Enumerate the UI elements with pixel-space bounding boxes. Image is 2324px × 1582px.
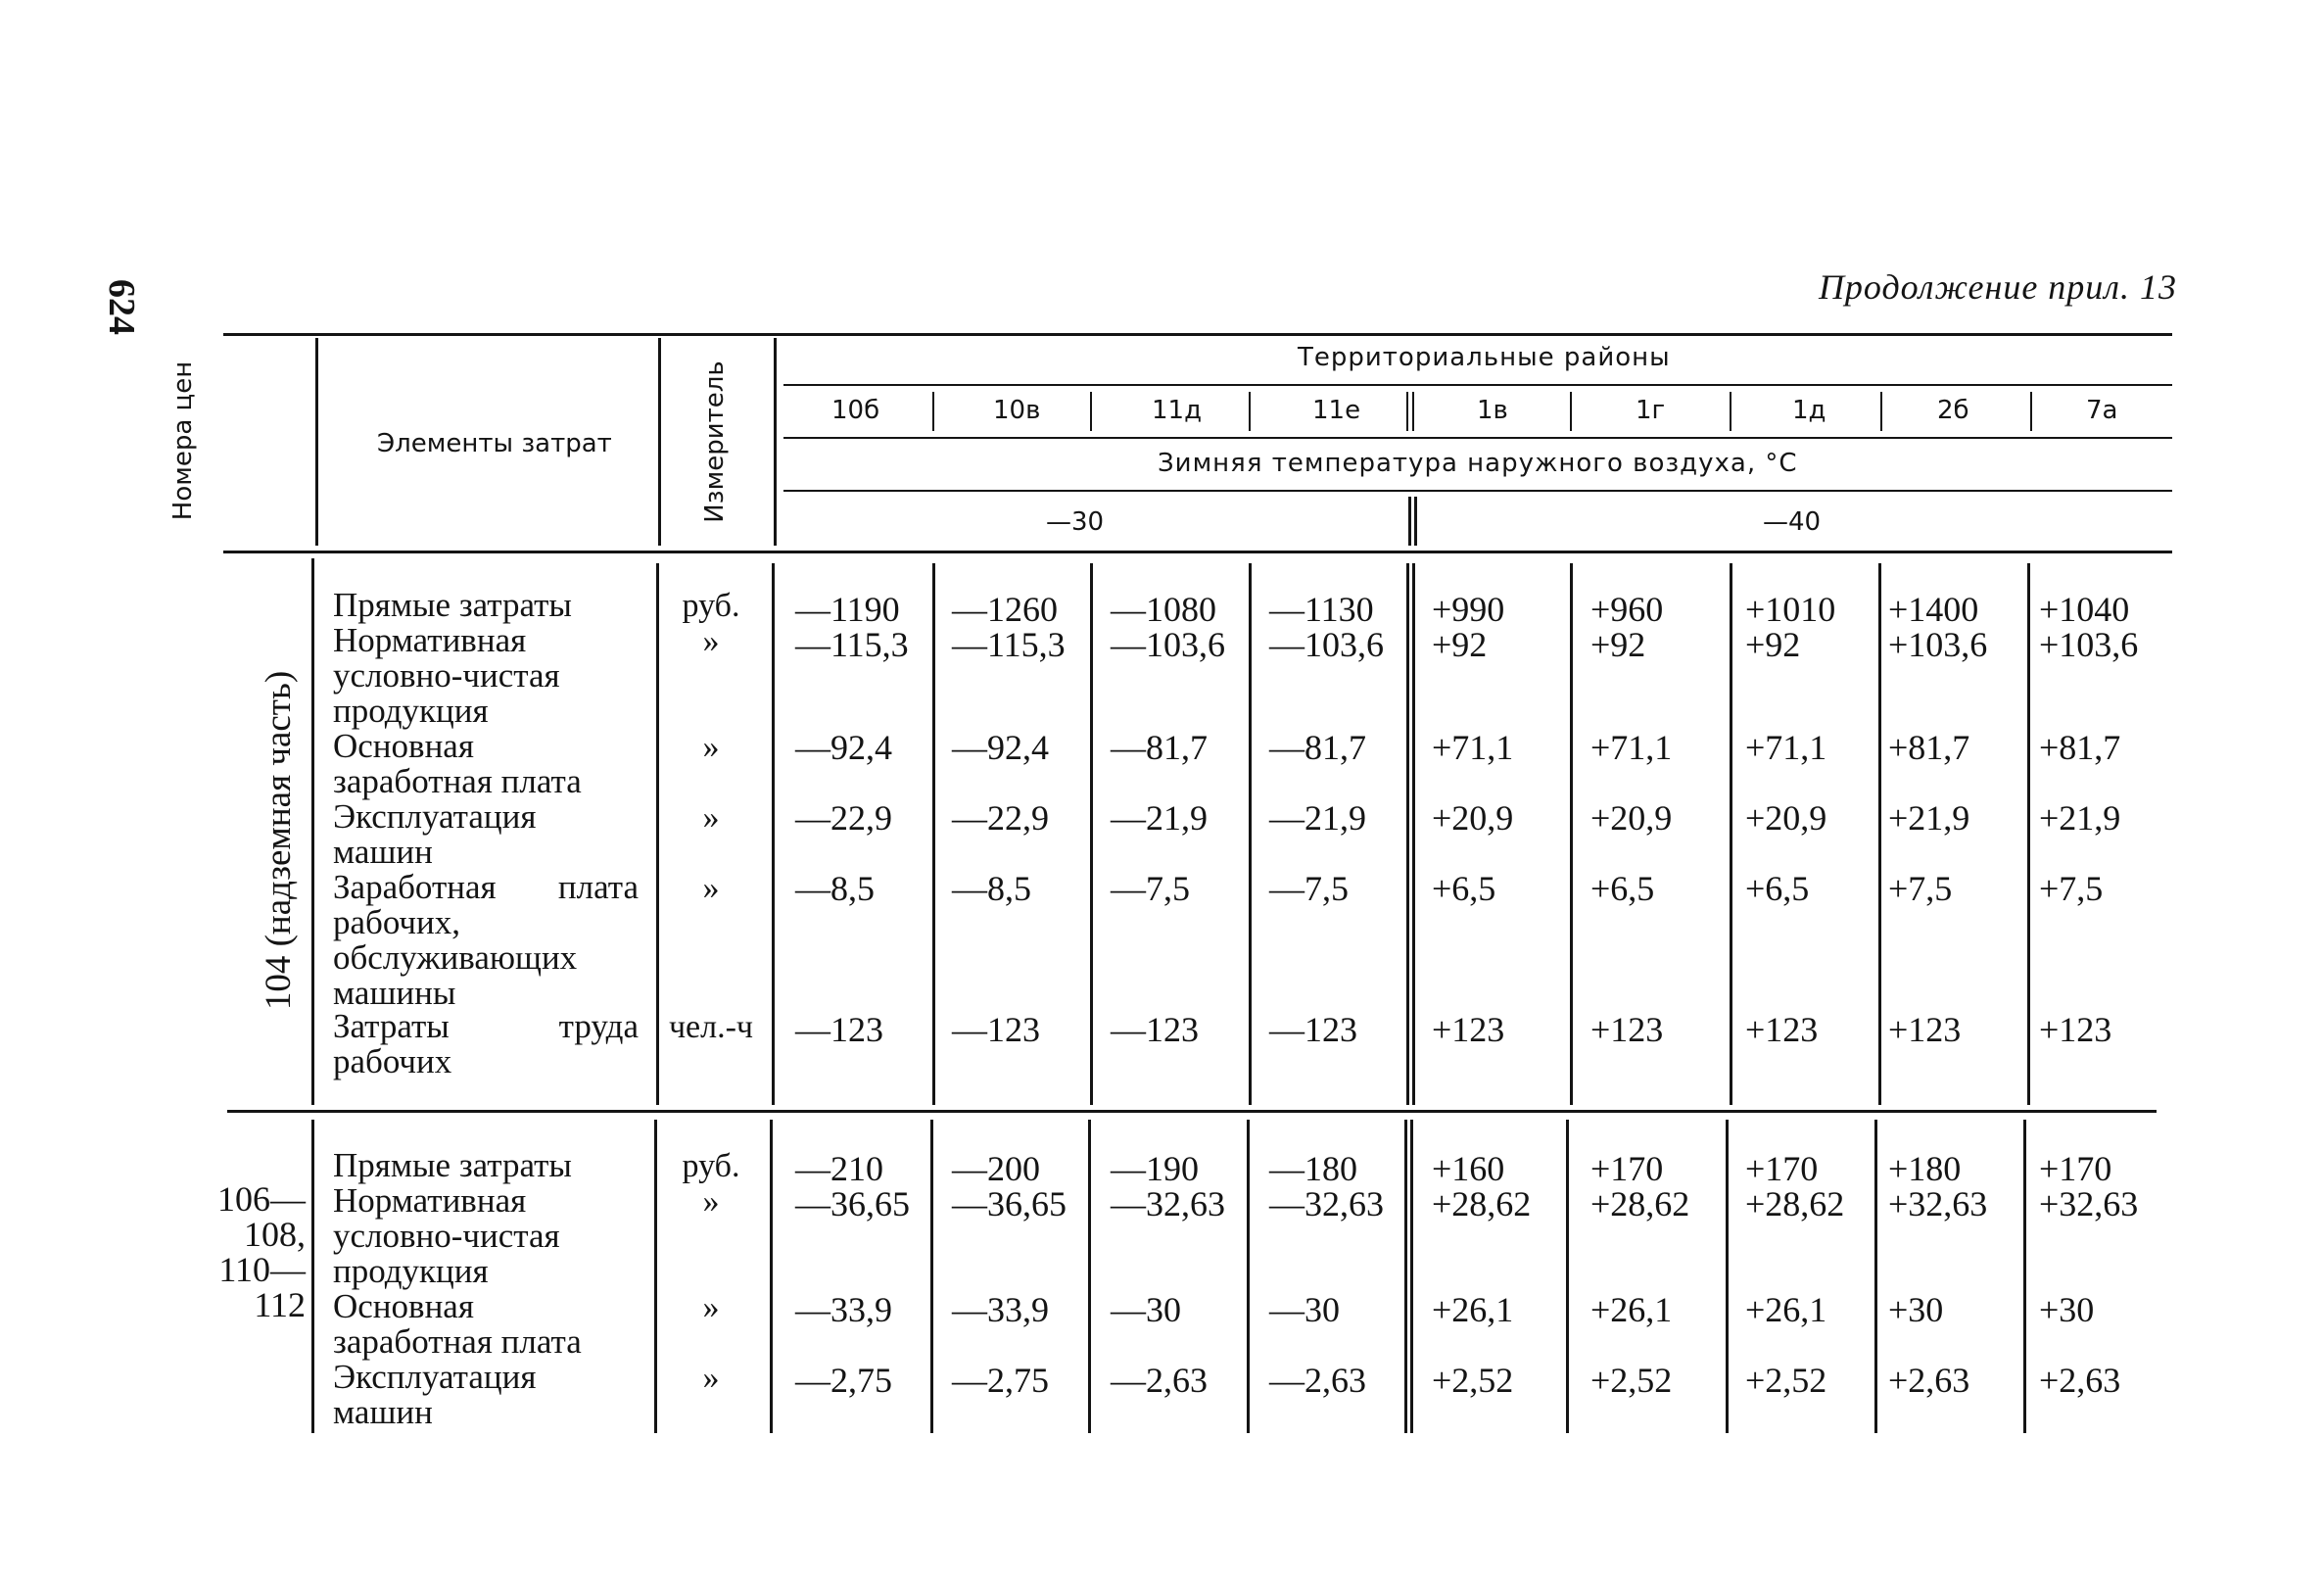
- value-cell: —1260: [952, 590, 1058, 629]
- value-cell: +81,7: [1888, 728, 1970, 767]
- body1-vline-c1: [932, 563, 935, 1105]
- region-10v: 10в: [993, 396, 1041, 425]
- value-cell: +2,63: [2039, 1361, 2121, 1400]
- body2-vline-c3: [1247, 1120, 1250, 1433]
- body2-vline-values: [770, 1120, 773, 1433]
- s1-row6-unit: чел.-ч: [668, 1009, 754, 1045]
- body2-vline-elements: [311, 1120, 314, 1433]
- value-cell: +81,7: [2039, 728, 2121, 767]
- value-cell: +103,6: [1888, 625, 1988, 664]
- region-11d: 11д: [1152, 396, 1203, 425]
- price-line: 106—: [217, 1179, 306, 1219]
- table-top-rule: [223, 333, 2172, 336]
- body1-vline-c6: [1730, 563, 1732, 1105]
- value-cell: +30: [1888, 1290, 1944, 1329]
- value-cell: +26,1: [1432, 1290, 1514, 1329]
- value-cell: +26,1: [1745, 1290, 1827, 1329]
- s1-row1-element: Прямые затраты: [333, 586, 572, 624]
- value-cell: —123: [952, 1010, 1040, 1049]
- region-1g: 1г: [1636, 396, 1666, 425]
- value-cell: —2,75: [795, 1361, 892, 1400]
- header-vline-temp-split-a: [1408, 497, 1411, 546]
- price-line: 110—: [218, 1250, 306, 1289]
- region-11e: 11е: [1312, 396, 1361, 425]
- value-cell: +71,1: [1745, 728, 1827, 767]
- value-cell: +21,9: [2039, 798, 2121, 838]
- value-cell: +32,63: [2039, 1184, 2139, 1223]
- region-7a: 7а: [2086, 396, 2118, 425]
- temperature-bottom-rule: [783, 490, 2172, 492]
- s2-row2-unit: »: [702, 1183, 720, 1220]
- regions-bottom-rule: [783, 437, 2172, 439]
- regions-top-rule: [783, 384, 2172, 386]
- value-cell: +103,6: [2039, 625, 2139, 664]
- price-line: 112: [254, 1285, 306, 1324]
- body2-vline-c2: [1088, 1120, 1091, 1433]
- price-line: 108,: [244, 1215, 306, 1254]
- value-cell: +990: [1432, 590, 1505, 629]
- region-sep-2: [1090, 392, 1092, 431]
- value-cell: +2,52: [1590, 1361, 1673, 1400]
- region-sep-1: [932, 392, 934, 431]
- value-cell: —8,5: [795, 869, 875, 908]
- value-cell: —1080: [1111, 590, 1216, 629]
- value-cell: +21,9: [1888, 798, 1970, 838]
- body1-vline-c2: [1090, 563, 1093, 1105]
- value-cell: —123: [1269, 1010, 1357, 1049]
- value-cell: +1010: [1745, 590, 1836, 629]
- section-2-price-numbers: [208, 1181, 306, 1322]
- region-sep-4b: [1412, 392, 1414, 431]
- region-1d: 1д: [1792, 396, 1826, 425]
- value-cell: +170: [1590, 1149, 1664, 1188]
- s1-row2-unit: »: [702, 623, 720, 659]
- body1-vline-c4a: [1406, 563, 1409, 1105]
- value-cell: —33,9: [952, 1290, 1049, 1329]
- value-cell: +960: [1590, 590, 1664, 629]
- value-cell: +26,1: [1590, 1290, 1673, 1329]
- value-cell: +2,52: [1745, 1361, 1827, 1400]
- value-cell: —103,6: [1111, 625, 1225, 664]
- value-cell: +123: [1745, 1010, 1819, 1049]
- value-cell: —81,7: [1269, 728, 1366, 767]
- value-cell: +2,52: [1432, 1361, 1514, 1400]
- header-elements: Элементы затрат: [377, 429, 612, 458]
- value-cell: +6,5: [1590, 869, 1655, 908]
- s1-row3-element: Основная заработная плата: [333, 727, 582, 800]
- value-cell: —7,5: [1269, 869, 1349, 908]
- value-cell: +7,5: [2039, 869, 2104, 908]
- s1-row3-unit: »: [702, 729, 720, 765]
- value-cell: —1130: [1269, 590, 1374, 629]
- value-cell: +28,62: [1745, 1184, 1845, 1223]
- value-cell: +180: [1888, 1149, 1962, 1188]
- s1-row4-element: Эксплуатация машин: [333, 797, 537, 871]
- value-cell: +92: [1590, 625, 1646, 664]
- s2-row1-element: Прямые затраты: [333, 1146, 572, 1184]
- s1-row2-element: Нормативная условно-чистая продукция: [333, 621, 560, 730]
- header-unit: Измеритель: [700, 360, 730, 523]
- value-cell: +1400: [1888, 590, 1979, 629]
- region-sep-7: [1880, 392, 1882, 431]
- value-cell: —21,9: [1111, 798, 1208, 838]
- value-cell: —2,63: [1269, 1361, 1366, 1400]
- value-cell: +28,62: [1590, 1184, 1690, 1223]
- value-cell: +71,1: [1590, 728, 1673, 767]
- body1-vline-c5: [1570, 563, 1573, 1105]
- region-sep-6: [1730, 392, 1731, 431]
- value-cell: +2,63: [1888, 1361, 1970, 1400]
- value-cell: —2,63: [1111, 1361, 1208, 1400]
- body2-vline-c6: [1726, 1120, 1729, 1433]
- body2-vline-c5: [1566, 1120, 1569, 1433]
- s2-row2-element: Нормативная условно-чистая продукция: [333, 1181, 560, 1290]
- value-cell: —30: [1111, 1290, 1181, 1329]
- value-cell: —123: [1111, 1010, 1199, 1049]
- body1-vline-c8: [2027, 563, 2030, 1105]
- section-divider-rule: [227, 1110, 2157, 1113]
- value-cell: +92: [1745, 625, 1801, 664]
- value-cell: —103,6: [1269, 625, 1384, 664]
- s1-row1-unit: руб.: [682, 588, 740, 624]
- value-cell: +123: [1432, 1010, 1505, 1049]
- value-cell: +28,62: [1432, 1184, 1532, 1223]
- value-cell: +20,9: [1590, 798, 1673, 838]
- region-10b: 10б: [831, 396, 880, 425]
- s2-row1-unit: руб.: [682, 1148, 740, 1184]
- body1-vline-c7: [1878, 563, 1881, 1105]
- s1-row5-unit: »: [702, 870, 720, 906]
- value-cell: —8,5: [952, 869, 1031, 908]
- header-price-numbers: Номера цен: [168, 360, 198, 521]
- value-cell: +123: [1590, 1010, 1664, 1049]
- value-cell: —36,65: [952, 1184, 1067, 1223]
- value-cell: —22,9: [952, 798, 1049, 838]
- value-cell: —32,63: [1111, 1184, 1225, 1223]
- value-cell: +20,9: [1745, 798, 1827, 838]
- value-cell: +170: [2039, 1149, 2112, 1188]
- header-bottom-rule: [223, 551, 2172, 553]
- region-1v: 1в: [1477, 396, 1508, 425]
- value-cell: —190: [1111, 1149, 1199, 1188]
- value-cell: —30: [1269, 1290, 1340, 1329]
- value-cell: +170: [1745, 1149, 1819, 1188]
- s2-row4-element: Эксплуатация машин: [333, 1358, 537, 1431]
- value-cell: —1190: [795, 590, 900, 629]
- s1-row5-element: Заработная плата рабочих, обслуживающих машины: [333, 868, 639, 1012]
- value-cell: +6,5: [1745, 869, 1810, 908]
- value-cell: +30: [2039, 1290, 2095, 1329]
- value-cell: —92,4: [952, 728, 1049, 767]
- table-caption: Продолжение прил. 13: [1818, 267, 2177, 307]
- temp-group-minus40: —40: [1763, 507, 1822, 537]
- value-cell: —33,9: [795, 1290, 892, 1329]
- s1-row6-element: Затраты труда рабочих: [333, 1007, 639, 1080]
- s2-row3-unit: »: [702, 1289, 720, 1325]
- body1-vline-elements: [311, 558, 314, 1105]
- value-cell: —115,3: [952, 625, 1066, 664]
- value-cell: +6,5: [1432, 869, 1496, 908]
- value-cell: +123: [2039, 1010, 2112, 1049]
- body1-vline-c3: [1249, 563, 1252, 1105]
- value-cell: —7,5: [1111, 869, 1190, 908]
- region-2b: 2б: [1937, 396, 1969, 425]
- body1-vline-c4b: [1412, 563, 1415, 1105]
- body2-vline-c8: [2023, 1120, 2026, 1433]
- value-cell: —21,9: [1269, 798, 1366, 838]
- value-cell: —81,7: [1111, 728, 1208, 767]
- value-cell: +160: [1432, 1149, 1505, 1188]
- value-cell: —92,4: [795, 728, 892, 767]
- value-cell: —2,75: [952, 1361, 1049, 1400]
- header-vline-3: [774, 338, 777, 546]
- body2-vline-c7: [1874, 1120, 1877, 1433]
- s2-row4-unit: »: [702, 1360, 720, 1396]
- region-sep-4a: [1406, 392, 1408, 431]
- value-cell: +123: [1888, 1010, 1962, 1049]
- header-vline-1: [315, 338, 318, 546]
- value-cell: —32,63: [1269, 1184, 1384, 1223]
- body1-vline-values: [772, 563, 775, 1105]
- header-territorial-regions: Территориальные районы: [1298, 343, 1671, 372]
- s2-row3-element: Основная заработная плата: [333, 1287, 582, 1361]
- value-cell: —180: [1269, 1149, 1357, 1188]
- temp-group-minus30: —30: [1046, 507, 1105, 537]
- region-sep-5: [1570, 392, 1572, 431]
- value-cell: —36,65: [795, 1184, 910, 1223]
- body2-vline-c4a: [1404, 1120, 1407, 1433]
- value-cell: —200: [952, 1149, 1040, 1188]
- body2-vline-c1: [930, 1120, 933, 1433]
- page-number: 624: [101, 279, 142, 335]
- header-winter-temperature: Зимняя температура наружного воздуха, °С: [1158, 449, 1798, 478]
- value-cell: +32,63: [1888, 1184, 1988, 1223]
- header-vline-2: [658, 338, 661, 546]
- value-cell: —123: [795, 1010, 883, 1049]
- region-sep-3: [1249, 392, 1251, 431]
- value-cell: —115,3: [795, 625, 909, 664]
- header-vline-temp-split-b: [1414, 497, 1417, 546]
- value-cell: —22,9: [795, 798, 892, 838]
- value-cell: —210: [795, 1149, 883, 1188]
- section-1-price-numbers: 104 (надземная часть): [259, 670, 299, 1011]
- value-cell: +1040: [2039, 590, 2130, 629]
- region-sep-8: [2030, 392, 2032, 431]
- body2-vline-c4b: [1410, 1120, 1413, 1433]
- value-cell: +20,9: [1432, 798, 1514, 838]
- value-cell: +71,1: [1432, 728, 1514, 767]
- value-cell: +7,5: [1888, 869, 1953, 908]
- value-cell: +92: [1432, 625, 1488, 664]
- s1-row4-unit: »: [702, 799, 720, 836]
